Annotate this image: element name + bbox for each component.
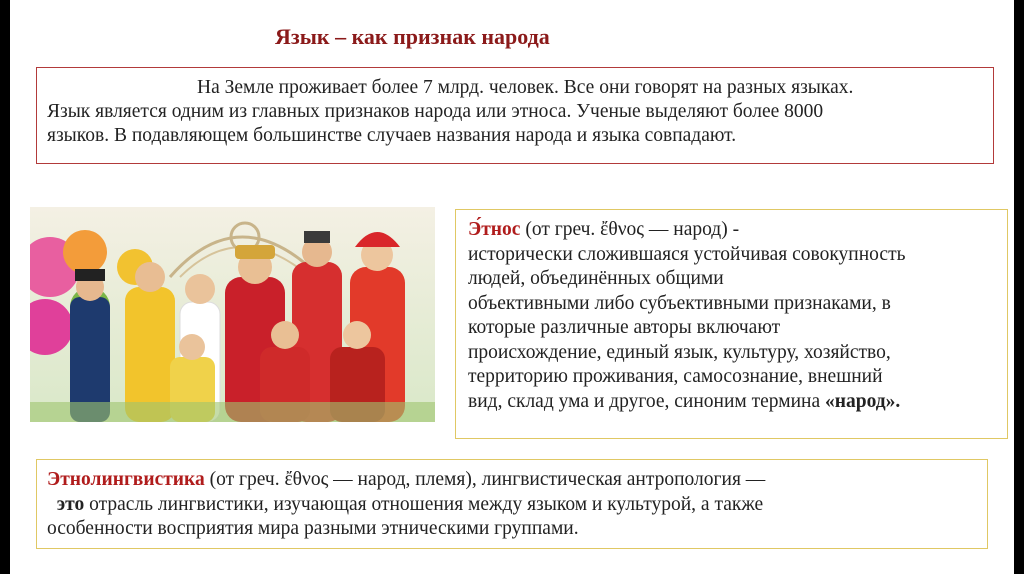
ethnos-line-4: которые различные авторы включают <box>468 317 781 338</box>
intro-line-3: языков. В подавляющем большинстве случаев названия народа и языка совпадают. <box>47 125 737 146</box>
ethnos-line-2: людей, объединённых общими <box>468 268 724 289</box>
ethnos-line-7 <box>468 390 997 415</box>
slide-title: Язык – как признак народа <box>275 24 550 49</box>
ethnos-etymology: (от греч. ἔθνος — народ) - <box>520 219 740 240</box>
intro-line-1-text: На Земле проживает более 7 млрд. человек. Все они говорят на разных языках. <box>197 77 854 98</box>
ethnos-definition-box <box>455 209 1008 439</box>
ethnos-line-1: исторически сложившаяся устойчивая совокупность <box>468 243 906 265</box>
intro-line-1 <box>47 76 983 100</box>
ethnolinguistics-definition-box <box>36 459 988 549</box>
ethnoling-line-2 <box>47 493 977 518</box>
ethnoling-line-1 <box>47 468 977 493</box>
slide <box>10 0 1014 574</box>
ethnoling-eto: это <box>56 493 85 515</box>
ethnoling-etymology: (от греч. ἔθνος — народ, племя), лингвистическая антропология — <box>204 469 766 490</box>
ethnos-term: Э́тнос <box>468 219 521 240</box>
ethnic-groups-illustration <box>30 207 435 422</box>
ethnos-heading-line <box>468 218 997 243</box>
intro-line-2: Язык является одним из главных признаков народа или этноса. Ученые выделяют более 8000 <box>47 101 824 122</box>
ethnos-line-5: происхождение, единый язык, культуру, хозяйство, <box>468 341 891 363</box>
ethnos-line-6: территорию проживания, самосознание, внешний <box>468 366 883 387</box>
ethnos-synonym: «народ». <box>824 390 901 412</box>
ethnoling-term: Этнолингвистика <box>47 469 205 490</box>
intro-box <box>36 67 994 164</box>
ethnos-line-3: объективными либо субъективными признаками, в <box>468 292 891 314</box>
ethnic-groups-photo <box>30 207 435 422</box>
ethnoling-line-2-text: отрасль лингвистики, изучающая отношения между языком и культурой, а также <box>84 493 764 515</box>
ethnoling-line-3: особенности восприятия мира разными этническими группами. <box>47 518 579 539</box>
ethnos-line-7-text: вид, склад ума и другое, синоним термина <box>468 390 825 412</box>
